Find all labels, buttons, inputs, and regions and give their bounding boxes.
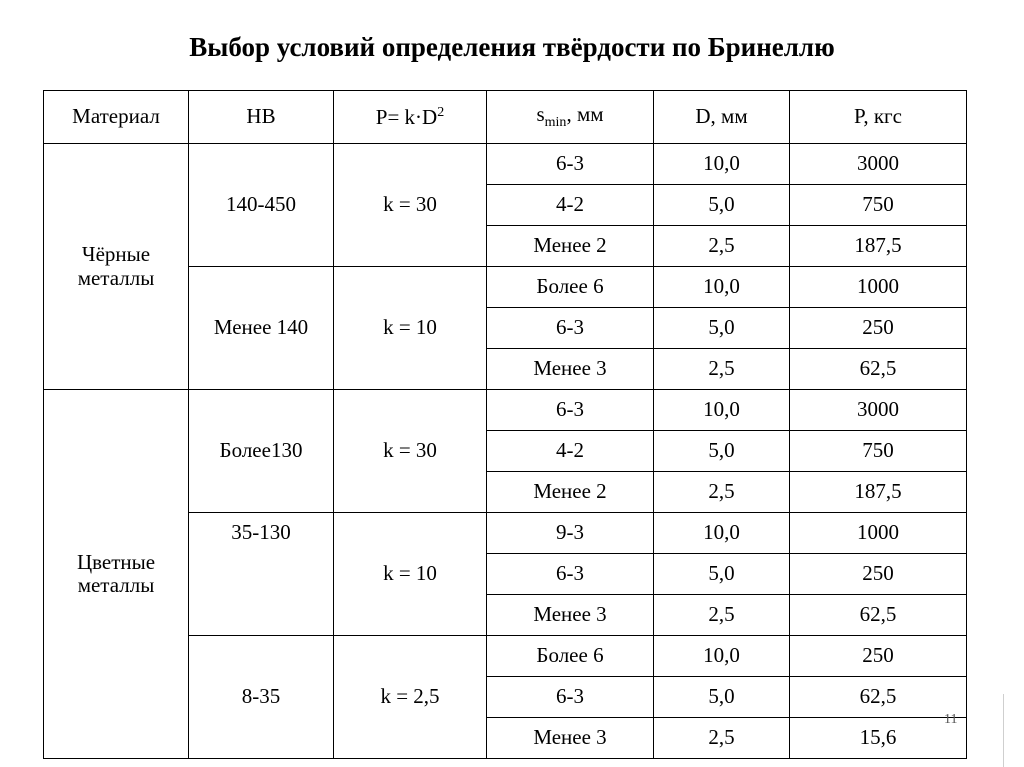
diameter-cell: 5,0 [654,431,790,472]
load-cell: 62,5 [790,677,967,718]
brinell-table [43,90,967,759]
s-min-cell: Менее 2 [487,226,654,267]
load-cell: 62,5 [790,595,967,636]
diameter-cell: 5,0 [654,185,790,226]
load-cell: 187,5 [790,472,967,513]
k-cell: k = 30 [334,144,487,267]
diameter-cell: 10,0 [654,390,790,431]
load-cell: 1000 [790,513,967,554]
diameter-cell: 10,0 [654,636,790,677]
hb-cell: 140-450 [189,144,334,267]
diameter-cell: 5,0 [654,554,790,595]
s-min-cell: 9-3 [487,513,654,554]
s-min-cell: 6-3 [487,677,654,718]
diameter-cell: 2,5 [654,349,790,390]
s-min-cell: Менее 3 [487,349,654,390]
load-cell: 250 [790,636,967,677]
load-cell: 62,5 [790,349,967,390]
s-min-cell: Менее 2 [487,472,654,513]
table-header-row [44,91,967,144]
k-cell: k = 10 [334,267,487,390]
slide-edge-divider [1003,694,1004,767]
k-cell: k = 2,5 [334,636,487,759]
s-min-cell: 4-2 [487,185,654,226]
s-min-cell: 6-3 [487,308,654,349]
load-cell: 15,6 [790,718,967,759]
header-hb: НВ [189,91,334,144]
page-title: Выбор условий определения твёрдости по Бринеллю [189,32,835,62]
s-min-cell: Более 6 [487,267,654,308]
diameter-cell: 2,5 [654,718,790,759]
header-s-min: $s_{min}$, мм [487,91,654,144]
material-nonferrous: Цветные металлы [44,390,189,759]
s-min-cell: 6-3 [487,554,654,595]
load-cell: 187,5 [790,226,967,267]
load-cell: 1000 [790,267,967,308]
s-min-cell: 6-3 [487,390,654,431]
load-cell: 250 [790,554,967,595]
diameter-cell: 2,5 [654,472,790,513]
load-cell: 3000 [790,390,967,431]
s-min-cell: 4-2 [487,431,654,472]
diameter-cell: 10,0 [654,144,790,185]
s-min-cell: Более 6 [487,636,654,677]
hb-cell: 35-130 [189,513,334,636]
k-cell: k = 10 [334,513,487,636]
table-row [44,390,967,431]
load-cell: 3000 [790,144,967,185]
hb-cell: Более130 [189,390,334,513]
load-cell: 750 [790,185,967,226]
k-cell: k = 30 [334,390,487,513]
diameter-cell: 10,0 [654,267,790,308]
diameter-cell: 10,0 [654,513,790,554]
header-load-formula: $P= k\cdot D^2$ [334,91,487,144]
header-load: P, кгс [790,91,967,144]
s-min-cell: 6-3 [487,144,654,185]
table-row [44,144,967,185]
diameter-cell: 2,5 [654,226,790,267]
load-cell: 750 [790,431,967,472]
s-min-cell: Менее 3 [487,595,654,636]
page-number: 11 [944,712,958,727]
diameter-cell: 5,0 [654,308,790,349]
hb-cell: 8-35 [189,636,334,759]
material-ferrous: Чёрные металлы [44,144,189,390]
header-diameter: D, мм [654,91,790,144]
hb-cell: Менее 140 [189,267,334,390]
load-cell: 250 [790,308,967,349]
header-material: Материал [44,91,189,144]
s-min-cell: Менее 3 [487,718,654,759]
diameter-cell: 5,0 [654,677,790,718]
diameter-cell: 2,5 [654,595,790,636]
